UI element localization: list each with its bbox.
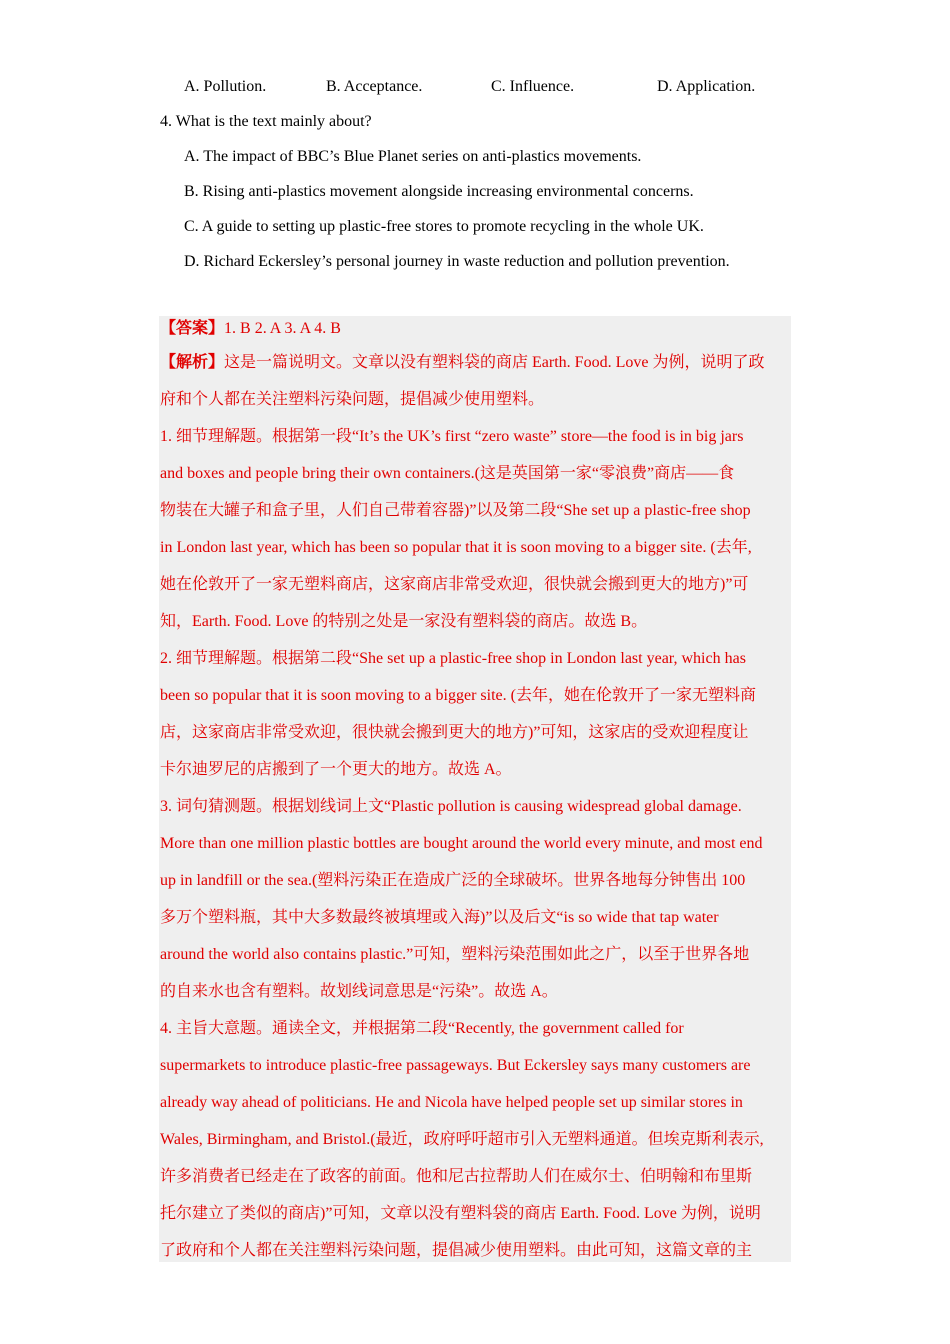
analysis-text-line: supermarkets to introduce plastic-free passageways. But Eckersley says many customers are: [160, 1057, 751, 1074]
answer-label: 【答案】: [160, 320, 225, 337]
analysis-text-line: around the world also contains plastic.”可知，塑料污染范围如此之广，以至于世界各地: [160, 946, 750, 963]
analysis-text-line: 她在伦敦开了一家无塑料商店，这家商店非常受欢迎，很快就会搬到更大的地方)”可: [160, 576, 749, 593]
analysis-text-line: and boxes and people bring their own containers.(这是英国第一家“零浪费”商店——食: [160, 465, 735, 482]
q4-option-c: C. A guide to setting up plastic-free stores to promote recycling in the whole UK.: [184, 218, 704, 235]
analysis-text-line: 店，这家商店非常受欢迎，很快就会搬到更大的地方)”可知，这家店的受欢迎程度让: [160, 724, 749, 741]
analysis-text-line: 物装在大罐子和盒子里，人们自己带着容器)”以及第二段“She set up a plastic-free shop: [160, 502, 751, 519]
analysis-text-line: 的自来水也含有塑料。故划线词意思是“污染”。故选 A。: [160, 983, 558, 1000]
q3-option-b: B. Acceptance.: [326, 78, 423, 95]
q3-option-d: D. Application.: [657, 78, 756, 95]
analysis-text-line: 1. 细节理解题。根据第一段“It’s the UK’s first “zero waste” store—the food is in big jars: [160, 428, 744, 445]
analysis-text-line: 托尔建立了类似的商店)”可知，文章以没有塑料袋的商店 Earth. Food. Love 为例，说明: [160, 1205, 761, 1222]
q4-option-b: B. Rising anti-plastics movement alongside increasing environmental concerns.: [184, 183, 694, 200]
analysis-text-line: 多万个塑料瓶，其中大多数最终被填埋或入海)”以及后文“is so wide that tap water: [160, 909, 719, 926]
analysis-text-line: been so popular that it is soon moving to a bigger site. (去年，她在伦敦开了一家无塑料商: [160, 687, 756, 704]
question-block: [160, 74, 800, 279]
analysis-text-line: 2. 细节理解题。根据第二段“She set up a plastic-free shop in London last year, which has: [160, 650, 746, 667]
q3-option-a: A. Pollution.: [184, 78, 267, 95]
analysis-text-line: 许多消费者已经走在了政客的前面。他和尼古拉帮助人们在威尔士、伯明翰和布里斯: [160, 1168, 753, 1185]
analysis-text-line: 4. 主旨大意题。通读全文，并根据第二段“Recently, the government called for: [160, 1020, 684, 1037]
analysis-text-line: 3. 词句猜测题。根据划线词上文“Plastic pollution is causing widespread global damage.: [160, 798, 742, 815]
q4-option-d: D. Richard Eckersley’s personal journey in waste reduction and pollution prevention.: [184, 253, 730, 270]
analysis-line: [159, 350, 791, 387]
analysis-text-line: More than one million plastic bottles are bought around the world every minute, and most end: [160, 835, 763, 852]
analysis-text-line: 卡尔迪罗尼的店搬到了一个更大的地方。故选 A。: [160, 761, 512, 778]
analysis-text-line: 这是一篇说明文。文章以没有塑料袋的商店 Earth. Food. Love 为例，说明了政: [224, 354, 765, 371]
q3-option-c: C. Influence.: [491, 78, 575, 95]
analysis-label: 【解析】: [160, 354, 225, 371]
analysis-text-line: Wales, Birmingham, and Bristol.(最近，政府呼吁超市引入无塑料通道。但埃克斯利表示,: [160, 1131, 764, 1148]
analysis-text-line: 知，Earth. Food. Love 的特别之处是一家没有塑料袋的商店。故选 B。: [160, 613, 648, 630]
q4-option-a: A. The impact of BBC’s Blue Planet series on anti-plastics movements.: [184, 148, 642, 165]
q4-stem: 4. What is the text mainly about?: [160, 113, 372, 130]
answer-analysis-box: [159, 316, 791, 1262]
analysis-text-line: in London last year, which has been so popular that it is soon moving to a bigger site. (去年,: [160, 539, 752, 556]
analysis-text-line: up in landfill or the sea.(塑料污染正在造成广泛的全球破坏。世界各地每分钟售出 100: [160, 872, 746, 889]
analysis-text-line: already way ahead of politicians. He and Nicola have helped people set up similar stores in: [160, 1094, 743, 1111]
analysis-text-line: 府和个人都在关注塑料污染问题，提倡减少使用塑料。: [160, 391, 545, 408]
analysis-text-line: 了政府和个人都在关注塑料污染问题，提倡减少使用塑料。由此可知，这篇文章的主: [160, 1242, 753, 1259]
answer-line: [159, 316, 791, 350]
answer-text: 1. B 2. A 3. A 4. B: [224, 320, 341, 337]
q3-options: [160, 74, 800, 104]
